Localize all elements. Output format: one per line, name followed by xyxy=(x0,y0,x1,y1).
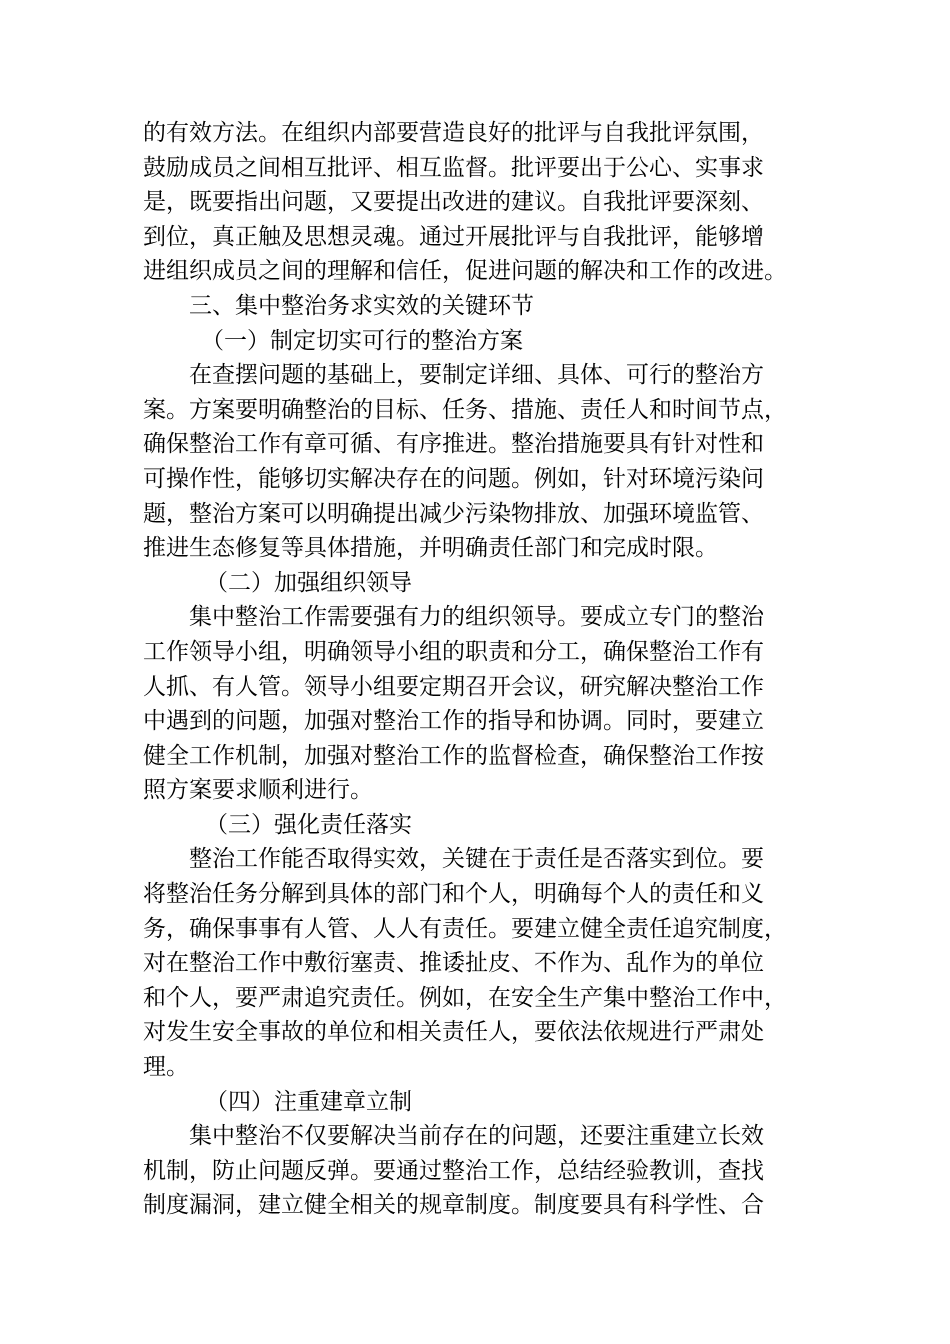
text-line: 健全工作机制，加强对整治工作的监督检查，确保整治工作按 xyxy=(143,742,764,769)
text-line: 整治工作能否取得实效，关键在于责任是否落实到位。要 xyxy=(189,846,764,873)
text-line: 机制，防止问题反弹。要通过整治工作，总结经验教训，查找 xyxy=(143,1157,764,1184)
text-line: 确保整治工作有章可循、有序推进。整治措施要具有针对性和 xyxy=(143,431,764,458)
text-line: 到位，真正触及思想灵魂。通过开展批评与自我批评，能够增 xyxy=(143,223,764,250)
document-body xyxy=(143,116,807,1223)
text-line: 工作领导小组，明确领导小组的职责和分工，确保整治工作有 xyxy=(143,638,764,665)
subsection-heading: （三）强化责任落实 xyxy=(205,811,412,838)
text-line: 制度漏洞，建立健全相关的规章制度。制度要具有科学性、合 xyxy=(143,1192,764,1219)
text-line: 人抓、有人管。领导小组要定期召开会议，研究解决整治工作 xyxy=(143,673,764,700)
text-line: 推进生态修复等具体措施，并明确责任部门和完成时限。 xyxy=(143,535,718,562)
text-line: 可操作性，能够切实解决存在的问题。例如，针对环境污染问 xyxy=(143,465,764,492)
text-line: 鼓励成员之间相互批评、相互监督。批评要出于公心、实事求 xyxy=(143,154,764,181)
text-line: 题，整治方案可以明确提出减少污染物排放、加强环境监管、 xyxy=(143,500,764,527)
text-line: 案。方案要明确整治的目标、任务、措施、责任人和时间节点， xyxy=(143,396,787,423)
text-line: 理。 xyxy=(143,1054,189,1081)
text-line: 的有效方法。在组织内部要营造良好的批评与自我批评氛围， xyxy=(143,120,764,146)
text-line: 集中整治不仅要解决当前存在的问题，还要注重建立长效 xyxy=(189,1123,764,1150)
document-page xyxy=(143,116,807,1223)
section-heading: 三、集中整治务求实效的关键环节 xyxy=(189,292,534,319)
text-line: 是，既要指出问题，又要提出改进的建议。自我批评要深刻、 xyxy=(143,189,764,216)
text-line: 和个人，要严肃追究责任。例如，在安全生产集中整治工作中， xyxy=(143,984,787,1011)
text-line: 对发生安全事故的单位和相关责任人，要依法依规进行严肃处 xyxy=(143,1019,764,1046)
subsection-heading: （四）注重建章立制 xyxy=(205,1088,412,1115)
text-line: 集中整治工作需要强有力的组织领导。要成立专门的整治 xyxy=(189,604,764,631)
text-line: 在查摆问题的基础上，要制定详细、具体、可行的整治方 xyxy=(189,362,764,389)
text-line: 进组织成员之间的理解和信任，促进问题的解决和工作的改进。 xyxy=(143,258,787,285)
text-line: 将整治任务分解到具体的部门和个人，明确每个人的责任和义 xyxy=(143,881,764,908)
text-line: 对在整治工作中敷衍塞责、推诿扯皮、不作为、乱作为的单位 xyxy=(143,950,764,977)
subsection-heading: （二）加强组织领导 xyxy=(205,569,412,596)
subsection-heading: （一）制定切实可行的整治方案 xyxy=(201,327,523,354)
text-line: 照方案要求顺利进行。 xyxy=(143,777,373,804)
text-line: 中遇到的问题，加强对整治工作的指导和协调。同时，要建立 xyxy=(143,708,764,735)
text-line: 务，确保事事有人管、人人有责任。要建立健全责任追究制度， xyxy=(143,915,787,942)
